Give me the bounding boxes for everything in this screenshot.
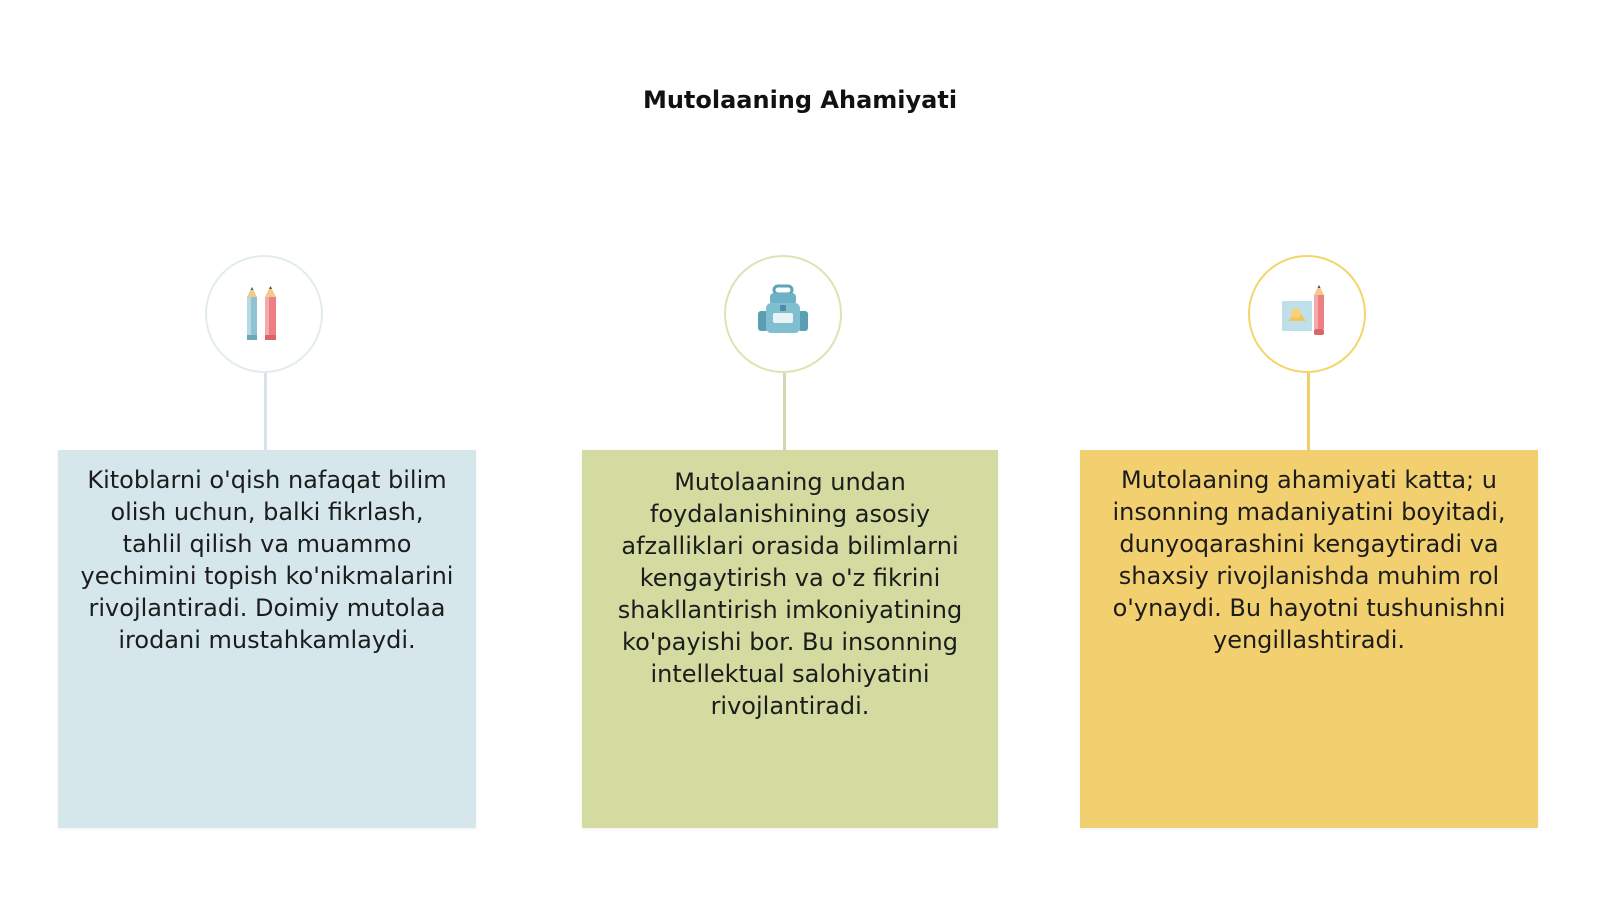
drawing-pencil-icon [1274, 281, 1340, 347]
page-title: Mutolaaning Ahamiyati [642, 86, 958, 114]
info-card-3: Mutolaaning ahamiyati katta; u insonning madaniyatini boyitadi, dunyoqarashini kengaytiradi va shaxsiy rivojlanishda muhim rol o'ynaydi. Bu hayotni tushunishni yengillashtiradi. [1080, 450, 1538, 828]
info-card-2: Mutolaaning undan foydalanishining asosiy afzalliklari orasida bilimlarni kengaytirish va o'z fikrini shakllantirish imkoniyatining ko'payishi bor. Bu insonning intellektual salohiyatini rivojlantiradi. [582, 450, 998, 828]
icon-circle-1 [205, 255, 323, 373]
connector-line-2 [783, 373, 786, 450]
pencils-icon [231, 281, 297, 347]
icon-circle-2 [724, 255, 842, 373]
info-card-1: Kitoblarni o'qish nafaqat bilim olish uchun, balki fikrlash, tahlil qilish va muammo yechimini topish ko'nikmalarini rivojlantiradi. Doimiy mutolaa irodani mustahkamlaydi. [58, 450, 476, 828]
connector-line-1 [264, 373, 267, 450]
icon-circle-3 [1248, 255, 1366, 373]
backpack-icon [750, 281, 816, 347]
connector-line-3 [1307, 373, 1310, 450]
